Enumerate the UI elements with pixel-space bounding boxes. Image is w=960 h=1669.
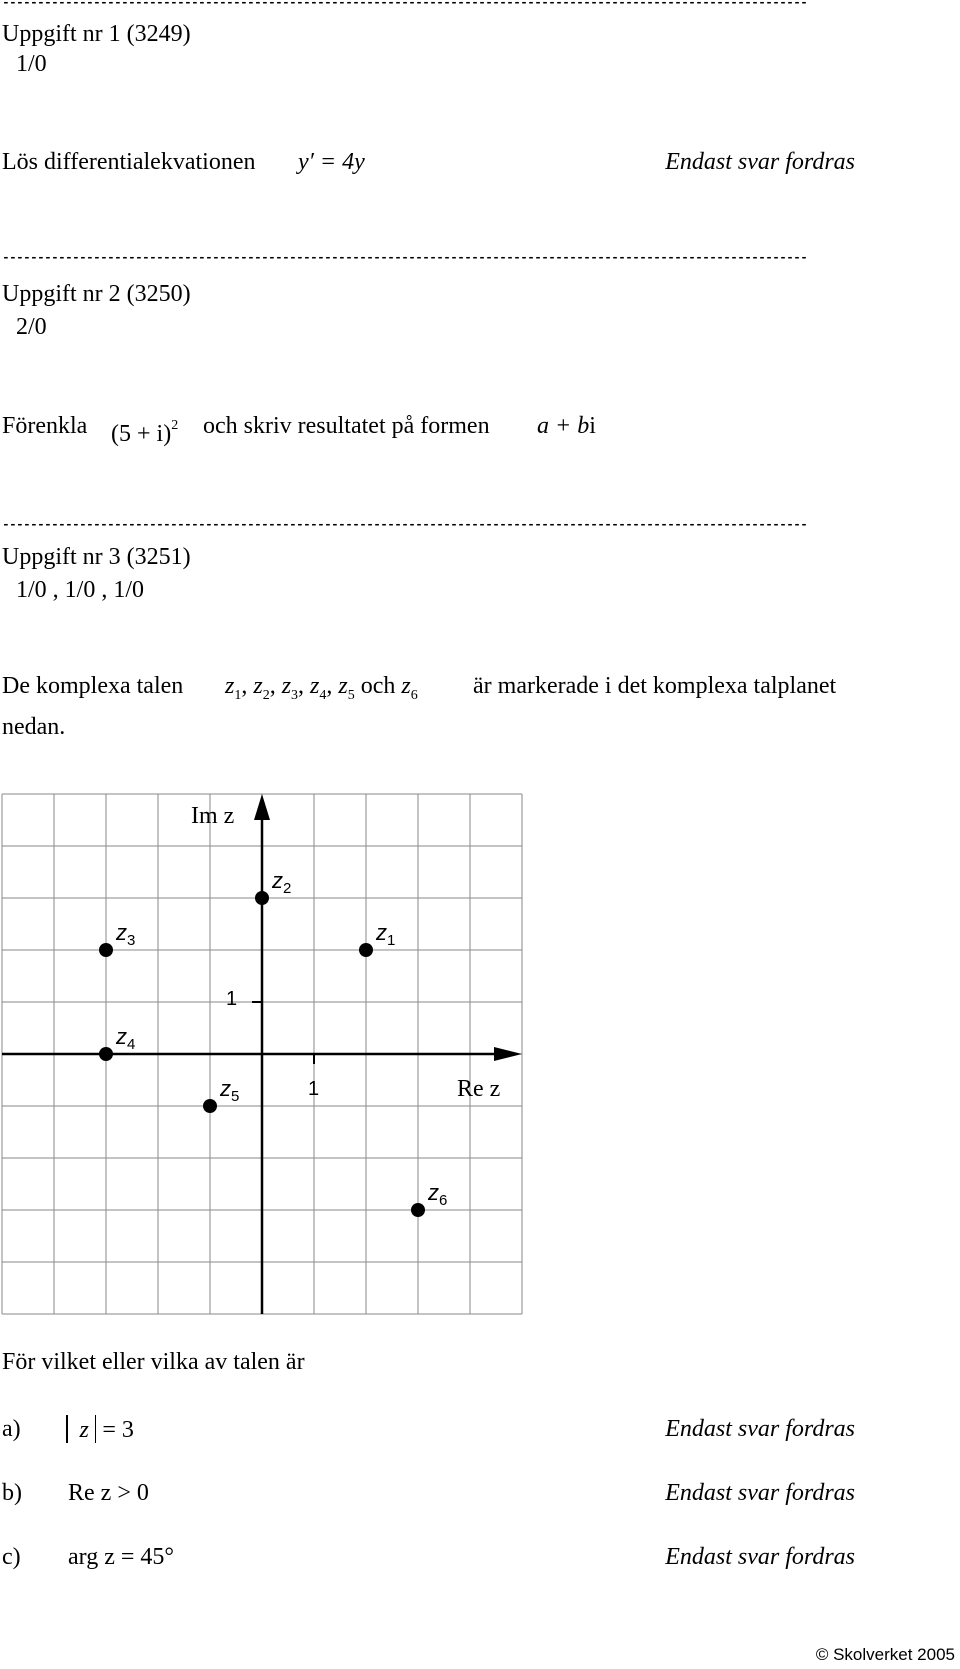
im-axis-label: Im z	[191, 803, 235, 829]
point-label-z2: $z_2$	[272, 868, 292, 897]
separator: -------------------------------------------------------------------------------------------------------------------	[2, 251, 808, 265]
part-b-expression: Re z > 0	[68, 1480, 149, 1506]
tick-label-x: 1	[308, 1078, 320, 1100]
part-a-rhs: = 3	[102, 1417, 134, 1443]
task-2-form-i: i	[589, 413, 596, 439]
task-2-text: Förenkla	[2, 413, 88, 439]
part-b-note: Endast svar fordras	[665, 1480, 855, 1506]
task-1-equation: y′ = 4y	[298, 149, 365, 175]
point-z1	[359, 943, 373, 957]
part-a-var: z	[79, 1417, 89, 1443]
part-a-expression	[66, 1415, 134, 1444]
point-label-z1: $z_1$	[376, 920, 396, 949]
task-1-points: 1/0	[16, 51, 47, 77]
task-3-question: För vilket eller vilka av talen är	[2, 1349, 305, 1375]
re-axis-label: Re z	[457, 1076, 501, 1102]
point-z2	[255, 891, 269, 905]
im-axis-arrow	[254, 794, 270, 820]
task-3-intro-post: är markerade i det komplexa talplanet	[473, 673, 837, 699]
point-label-z5: $z_5$	[220, 1076, 240, 1105]
point-label-z6: $z_6$	[428, 1180, 448, 1209]
task-3-points: 1/0 , 1/0 , 1/0	[16, 577, 145, 603]
task-2-form	[537, 412, 596, 440]
task-2-form-ab: a + b	[537, 413, 590, 439]
task-2-exponent: 2	[171, 418, 179, 433]
separator: -------------------------------------------------------------------------------------------------------------------	[2, 0, 808, 10]
point-z5	[203, 1099, 217, 1113]
part-b-label: b)	[2, 1480, 22, 1506]
point-z3	[99, 943, 113, 957]
re-axis-arrow	[494, 1047, 522, 1061]
task-3-heading: Uppgift nr 3 (3251)	[2, 544, 191, 570]
part-a-note: Endast svar fordras	[665, 1416, 855, 1442]
task-2-heading: Uppgift nr 2 (3250)	[2, 281, 191, 307]
task-3-intro-line2: nedan.	[2, 714, 66, 740]
point-z4	[99, 1047, 113, 1061]
task-1-note: Endast svar fordras	[665, 149, 855, 175]
part-c-note: Endast svar fordras	[665, 1544, 855, 1570]
point-z6	[411, 1203, 425, 1217]
task-2-text-2: och skriv resultatet på formen	[203, 413, 490, 439]
copyright-footer: © Skolverket 2005	[815, 1645, 955, 1664]
task-2-base: (5 + i)	[111, 421, 172, 447]
task-1-text: Lös differentialekvationen	[2, 149, 256, 175]
task-1-heading: Uppgift nr 1 (3249)	[2, 21, 191, 47]
tick-label-y: 1	[226, 988, 238, 1010]
separator: -------------------------------------------------------------------------------------------------------------------	[2, 518, 808, 532]
task-3-z-list: $z_1$, $z_2$, $z_3$, $z_4$, $z_5$ och $z_6$	[225, 673, 418, 703]
part-c-label: c)	[2, 1544, 21, 1570]
part-a-label: a)	[2, 1416, 21, 1442]
complex-plane	[0, 792, 524, 1316]
point-label-z3: $z_3$	[116, 920, 136, 949]
task-2-expression	[111, 412, 178, 448]
task-3-intro-pre: De komplexa talen	[2, 673, 184, 699]
part-c-expression: arg z = 45°	[68, 1544, 174, 1570]
point-label-z4: $z_4$	[116, 1024, 136, 1053]
task-2-points: 2/0	[16, 314, 47, 340]
